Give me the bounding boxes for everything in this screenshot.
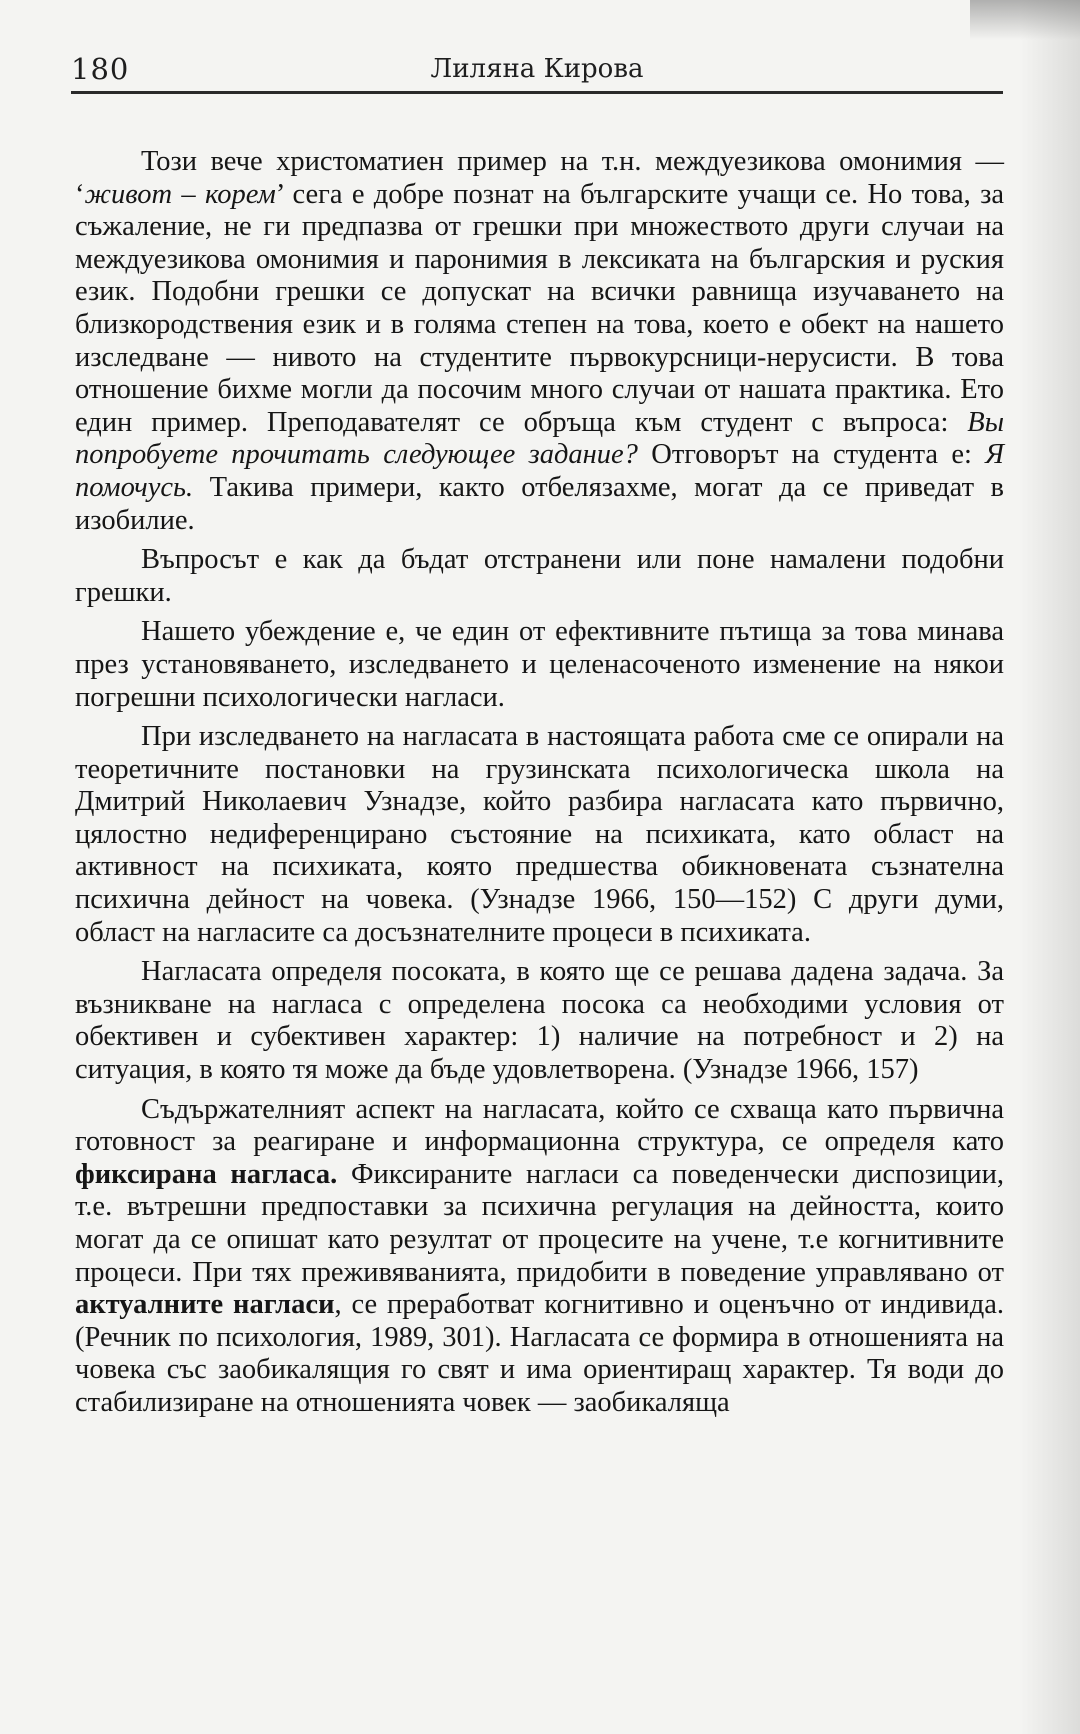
header-rule xyxy=(71,91,1003,94)
paragraph xyxy=(75,616,1004,714)
page-header xyxy=(71,52,1003,92)
text-segment: Въпросът е как да бъдат отстранени или поне намалени подобни грешки. xyxy=(75,544,1004,608)
text-segment: Съдържателният аспект на нагласата, който се схваща като първична готовност за реагиране и информационна структура, се определя като xyxy=(75,1093,1004,1158)
text-segment: Този вече христоматиен пример на т.н. междуезикова омонимия — ‘ xyxy=(75,146,1004,210)
bold-term-fixed-attitude: фиксирана нагласа. xyxy=(75,1158,338,1190)
text-segment: Фиксираните нагласи са поведенчески диспозиции, т.е. вътрешни предпоставки за психична регулация на дейността, които могат да се опишат като резултат от процесите на учене, т.е когнитивните процеси. При тях преживяванията, придобити в поведение управлявано от xyxy=(75,1158,1004,1288)
page-number: 180 xyxy=(71,52,130,86)
text-segment: Такива примери, както отбелязахме, могат да се приведат в изобилие. xyxy=(75,471,1004,536)
italic-quote-answer: Я помочусь. xyxy=(75,439,1005,503)
italic-term: живот – корем xyxy=(84,178,276,210)
italic-quote-question: Вы попробуете прочитать следующее задание? xyxy=(75,406,1004,471)
bold-term-actual-attitudes: актуалните нагласи xyxy=(75,1289,335,1321)
paragraph xyxy=(75,956,1004,1086)
paragraph xyxy=(75,544,1004,609)
text-segment: Нагласата определя посоката, в която ще се решава дадена задача. За възникване на нагласа с определена посока са необходими условия от обективен и субективен характер: 1) наличие на потребност и 2) на ситуация, в която тя може да бъде удовлетворена. (Узнадзе 1966, 157) xyxy=(75,956,1004,1086)
paragraph xyxy=(75,146,1004,537)
page-corner-shadow xyxy=(970,0,1080,40)
text-segment: ’ сега е добре познат на българските учащи се. Но това, за съжаление, не ги предпазва от грешки при множеството други случаи на междуезикова омонимия и паронимия в лексиката на българския и руския език. Подобни грешки се допускат на всички равнища изучаването на близкородствения език и в голяма степен на това, което е обект на нашето изследване — нивото на студентите първокурсници-нерусисти. В това отношение бихме могли да посочим много случаи от нашата практика. Ето един пример. Преподавателят се обръща към студент с въпроса: xyxy=(75,178,1005,438)
text-segment: При изследването на нагласата в настоящата работа сме се опирали на теоретичните постановки на грузинската психологическа школа на Дмитрий Николаевич Узнадзе, който разбира нагласата като първично, цялостно недиференцирано състояние на психиката, като област на активност на психиката, която предшества обикновената съзнателна психична дейност на човека. (Узнадзе 1966, 150—152) С други думи, област на нагласите са досъзнателните процеси в психиката. xyxy=(75,721,1004,948)
body-text xyxy=(75,146,1004,1427)
paragraph xyxy=(75,1094,1004,1420)
running-head-author: Лиляна Кирова xyxy=(430,54,644,84)
text-segment: Отговорът на студента е: xyxy=(637,439,986,471)
text-segment: , се преработват когнитивно и оценъчно от индивида. (Речник по психология, 1989, 301). Нагласата се формира в отношенията на човека със заобикалящия го свят и има ориентиращ характер. Тя води до стабилизиране на отношенията човек — заобикаляща xyxy=(75,1289,1004,1418)
page-edge-shadow xyxy=(1020,0,1080,1734)
text-segment: Нашето убеждение е, че един от ефективните пътища за това минава през установяването, изследването и целенасоченото изменение на някои погрешни психологически нагласи. xyxy=(75,616,1004,713)
paragraph xyxy=(75,721,1004,949)
